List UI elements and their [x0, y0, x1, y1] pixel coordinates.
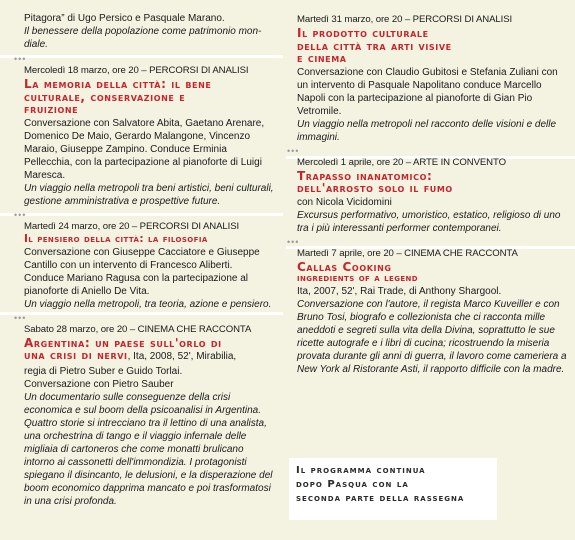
bullet-dots: •••: [287, 145, 300, 156]
event-entry: [297, 14, 569, 144]
event-date: Martedì 31 marzo, ore 20 – PERCORSI DI ANALISI: [297, 14, 513, 25]
event-entry: [297, 157, 569, 235]
event-title: La memoria della città: il bene culturale, conservazione e fruizione: [24, 77, 212, 116]
event-description: Conversazione con Claudio Gubitosi e Stefania Zuliani con un intervento di Pasquale Napolitano conduce Marcello Napoli con la partecipazione al pianoforte di Gian Pio Vetromile.: [297, 66, 558, 117]
event-note: Un documentario sulle conseguenze della crisi economica e sul boom della psicoanalisi in Argentina. Quattro storie si intrecciano tra il lettino di una analista, una orchestrina di tango e il viaggio infernale delle migliaia di cartoneros che come monatti brulicano intorno ai cassonetti dell'immondizia. I protagonisti spiegano il disincanto, le delusioni, e la disperazione del boom economico dapprima mancato e poi trasformatosi in una crisi profonda.: [24, 391, 273, 507]
event-title: Callas Cooking ingredients of a legend: [297, 259, 419, 284]
event-note: Conversazione con l'autore, il regista Marco Kuveiller e con Bruno Tosi, biografo e collezionista che ci racconta mille aneddoti e segreti sulla vita della Divina, soprattutto le sue ricette autografe e i libri di cucina; ricostruendo la miseria provata durante gli anni di guerra, il lavoro come cameriera a New York al Ristorante Asti, il rapporto difficile con la madre.: [297, 299, 567, 375]
event-title: Il prodotto culturale della città tra arti visive e cinema: [297, 26, 452, 65]
event-date: Martedì 7 aprile, ore 20 – CINEMA CHE RACCONTA: [297, 247, 518, 259]
event-description: Conduce Mariano Ragusa con la partecipazione al pianoforte di Aniello De Vita.: [24, 272, 249, 297]
continuation-notice: Il programma continua dopo Pasqua con la seconda parte della rassegna: [289, 458, 497, 520]
event-description: con Nicola Vicidomini: [297, 196, 392, 208]
event-description: Ita, 2007, 52', Rai Trade, di Anthony Shargool.: [297, 286, 502, 297]
event-entry: [24, 65, 274, 208]
event-date: Martedì 24 marzo, ore 20 – PERCORSI DI ANALISI: [24, 220, 240, 232]
bullet-dots: •••: [14, 312, 27, 323]
event-entry: [24, 221, 274, 311]
event-description: regia di Pietro Suber e Guido Torlai.: [24, 365, 183, 377]
event-entry: [24, 324, 274, 508]
event-description: Conversazione con Pietro Sauber: [24, 378, 174, 390]
event-date: Mercoledì 1 aprile, ore 20 – ARTE IN CONVENTO: [297, 156, 506, 168]
event-note: Un viaggio nella metropoli tra beni artistici, beni culturali, gestione amministrativa e prospettive future.: [24, 182, 274, 207]
event-entry: [297, 248, 569, 377]
event-title: Argentina: un paese sull'orlo di una crisi di nervi, Ita, 2008, 52', Mirabilia,: [24, 335, 237, 362]
event-note: Un viaggio nella metropoli nel racconto delle visioni e delle immagini.: [297, 118, 557, 143]
bullet-dots: •••: [14, 209, 27, 220]
intro-entry: [24, 12, 274, 51]
bullet-dots: •••: [287, 236, 300, 247]
event-date: Sabato 28 marzo, ore 20 – CINEMA CHE RACCONTA: [24, 323, 252, 335]
event-description: Conversazione con Giuseppe Cacciatore e Giuseppe Cantillo con un intervento di Francesco Aliberti.: [24, 246, 260, 271]
event-date: Mercoledì 18 marzo, ore 20 – PERCORSI DI ANALISI: [24, 65, 249, 76]
bullet-dots: •••: [14, 54, 27, 64]
event-title: Il pensiero della città: la filosofia: [24, 232, 208, 245]
intro-line: Pitagora” di Ugo Persico e Pasquale Marano.: [24, 13, 225, 24]
intro-line: diale.: [24, 39, 48, 50]
right-column: [287, 0, 569, 376]
event-note: Un viaggio nella metropoli, tra teoria, azione e pensiero.: [24, 298, 272, 310]
intro-line: Il benessere della popolazione come patrimonio mon-: [24, 26, 262, 37]
left-column: [14, 0, 274, 508]
event-note: Excursus performativo, umoristico, estatico, religioso di uno tra i più interessanti performer contemporanei.: [297, 209, 561, 234]
event-description: Conversazione con Salvatore Abita, Gaetano Arenare, Domenico De Maio, Gerardo Malangone, Vincenzo Maraio, Giuseppe Zampino. Conduce Erminia Pellecchia, con la partecipazione al pianoforte di Luigi Maresca.: [24, 117, 265, 181]
event-film-info: , Ita, 2008, 52', Mirabilia,: [127, 351, 237, 362]
event-title: Trapasso inanatomico: dell'arrosto solo il fumo: [297, 168, 453, 195]
